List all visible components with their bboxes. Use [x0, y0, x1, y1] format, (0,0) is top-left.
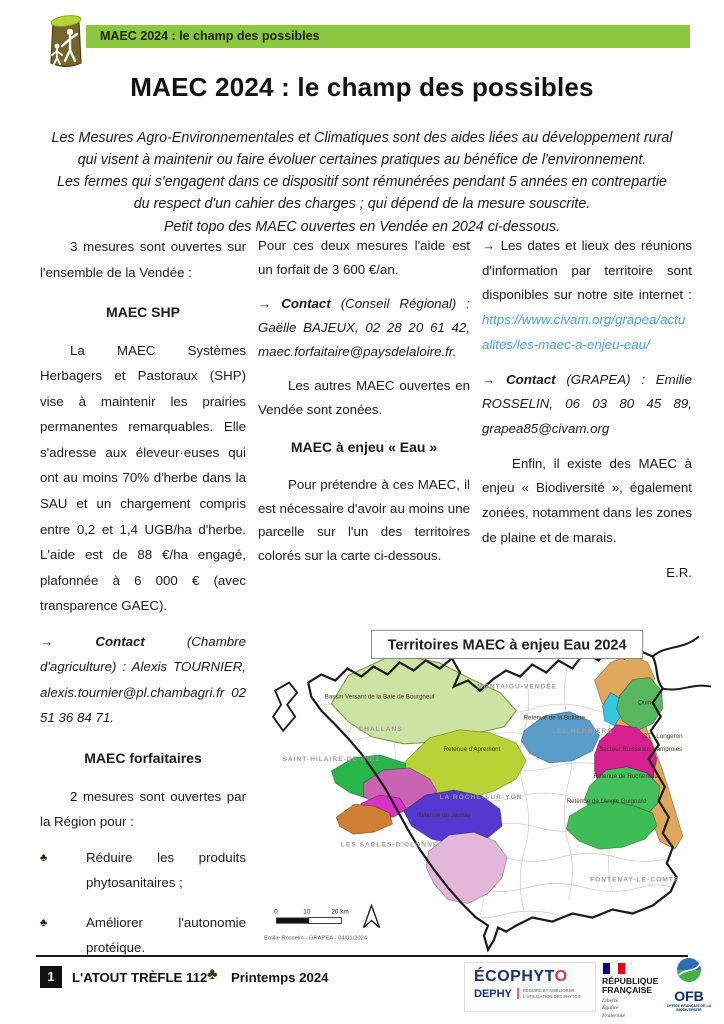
clover-icon: ♣: [207, 966, 218, 983]
paragraph: [482, 234, 692, 358]
city-label: SAINT-HILAIRE-DE-RIEZ: [282, 755, 381, 763]
intro-line: Les Mesures Agro-Environnementales et Climatiques sont des aides liées au développement rural: [51, 130, 673, 146]
ofb-full-name: OFFICE FRANÇAIS DE LA BIODIVERSITÉ: [666, 1004, 712, 1013]
city-label: FONTENAY-LE-COMTE: [590, 876, 680, 884]
contact-text: (Chambre d'agriculture) : Alexis TOURNIER, alexis.tournier@pl.chambagri.fr 02 51 36 84 71.: [40, 633, 246, 726]
header-banner-title: MAEC 2024 : le champ des possibles: [100, 29, 320, 43]
intro-line: Petit topo des MAEC ouvertes en Vendée en 2024 ci-dessous.: [163, 218, 561, 235]
paragraph: 2 mesures sont ouvertes par la Région pour :: [40, 788, 246, 830]
paragraph: La MAEC Systèmes Herbagers et Pastoraux (SHP) vise à maintenir les prairies permanentes remarquables. Elle s'adresse aux éleveur·euses qui ont au moins 70% d'herbe dans la SAU et un chargement compris entre 0,2 et 1,4 UGB/ha d'herbe. L'aide est de 88 €/ha engagé, plafonnée à 6 000 € (avec transparence GAEC).: [40, 342, 246, 614]
vendee-map: [253, 618, 715, 954]
section-heading-maec-forfaitaires: MAEC forfaitaires: [84, 749, 202, 766]
arrow-icon: →: [258, 295, 272, 311]
city-label: CHALLANS: [358, 725, 403, 733]
intro-line: du respect d'un cahier des charges ; qui dépend de la mesure souscrite.: [133, 196, 591, 213]
paragraph: Enfin, il existe des MAEC à enjeu « Biodiversité », également zonées, notamment dans les zones de plaine et de marais.: [482, 455, 692, 545]
paragraph: Pour ces deux mesures l'aide est un forfait de 3 600 €/an.: [258, 238, 470, 277]
author-initials: E.R.: [666, 564, 692, 580]
civam-website-link[interactable]: https://www.civam.org/grapea/actualites/les-maec-a-enjeu-eau/: [482, 312, 686, 352]
city-label: MONTAIGU-VENDÉE: [477, 683, 558, 691]
arrow-icon: →: [40, 633, 54, 649]
footer-divider: [36, 955, 688, 957]
contact-label: Contact: [95, 633, 145, 649]
ecophyto-o-icon: O: [554, 968, 568, 985]
north-arrow-icon: [363, 906, 379, 928]
ofb-globe-icon: [676, 957, 702, 983]
intro-line: Les fermes qui s'engagent dans ce dispositif sont rémunérées pendant 5 années en contrepartie: [57, 174, 667, 191]
ofb-abbr: OFB: [674, 988, 704, 1004]
territory-label: Bassin Versant de la Baie de Bourgneuf: [324, 693, 435, 701]
column-right: [482, 234, 692, 585]
ecophyto-text: ÉCOPHYT: [474, 968, 555, 985]
territory-label: Retenue de Rochereau: [593, 772, 658, 780]
ecophyto-dephy-logo: [464, 962, 596, 1012]
rf-name: [602, 977, 660, 996]
contact-grapea: [482, 368, 692, 442]
ofb-logo: [663, 957, 715, 1013]
territory-label: Retenue de la Bultière: [523, 714, 586, 722]
trefle-figures-icon: [47, 13, 85, 71]
paragraph: 3 mesures sont ouvertes sur l'ensemble de la Vendée :: [40, 239, 246, 280]
republique-francaise-logo: [602, 962, 660, 1021]
scale-tick: 20 km: [331, 908, 349, 916]
rf-motto-line: Liberté: [602, 997, 619, 1004]
dephy-tagline-line: RÉDUIRE ET AMÉLIORER: [522, 988, 575, 994]
rf-motto-line: Fraternité: [602, 1013, 625, 1019]
dephy-text: DEPHY: [474, 987, 512, 1000]
map-credit: Emilie Rosselin - GRAPEA - 04/01/2024: [264, 935, 368, 942]
territory-label: Ouin: [638, 699, 652, 707]
section-heading-maec-eau: MAEC à enjeu « Eau »: [290, 439, 438, 456]
paragraph: Les autres MAEC ouvertes en Vendée sont zonées.: [258, 377, 470, 417]
header-banner: [86, 25, 690, 48]
list-item-text: Améliorer l'autonomie protéique.: [86, 914, 246, 956]
territory-label: CT : Longeron: [642, 732, 683, 740]
rf-name-line: RÉPUBLIQUE: [602, 976, 659, 986]
city-label: LES SABLES-D'OLONNE: [340, 841, 439, 849]
map-svg: [253, 618, 715, 954]
rf-motto-line: Égalité: [602, 1005, 619, 1012]
territory-label: Retenue du Jaunay: [416, 812, 471, 820]
rf-motto: [602, 998, 660, 1021]
noirmoutier-outline: [273, 683, 297, 731]
scale-tick: 0: [274, 908, 278, 916]
club-bullet-icon: ♣: [40, 916, 48, 929]
intro-paragraph: [42, 127, 682, 238]
contact-text: (GRAPEA) : Emilie ROSSELIN, 06 03 80 45 89, grapea85@civam.org: [482, 371, 692, 437]
column-left: [40, 234, 246, 975]
territory-label: Retenue de l'Angle Guignard: [566, 798, 647, 806]
contact-chambre-agriculture: [40, 629, 246, 731]
territory-label: Retenue d'Apremont: [443, 745, 501, 753]
city-label: LA ROCHE-SUR-YON: [439, 794, 523, 802]
rf-name-line: FRANÇAISE: [602, 985, 653, 996]
club-bullet-icon: ♣: [40, 851, 48, 864]
dephy-tagline: [517, 988, 581, 999]
section-heading-maec-shp: MAEC SHP: [106, 304, 180, 321]
territory-label: Secteur Ruisseaux Lamproies: [599, 745, 683, 753]
city-label: LES HERBIERS: [551, 727, 613, 735]
dephy-tagline-line: L'UTILISATION DES PHYTOS: [522, 993, 581, 999]
neighbor-boundary: [653, 636, 711, 689]
page-title: MAEC 2024 : le champ des possibles: [130, 72, 594, 102]
issue-season: Printemps 2024: [231, 970, 329, 985]
list-item: [40, 845, 246, 896]
intro-line: qui visent à maintenir ou faire évoluer certaines pratiques au bénéfice de l'environnement.: [77, 152, 647, 169]
arrow-icon: →: [482, 371, 496, 387]
page-number: 1: [40, 966, 62, 988]
paragraph-text: → Les dates et lieux des réunions d'information par territoire sont disponibles sur notre site internet :: [482, 238, 692, 303]
scale-tick: 10: [303, 908, 311, 916]
contact-conseil-regional: [258, 292, 470, 364]
newsletter-logo: [47, 13, 85, 71]
list-item-text: Réduire les produits phytosanitaires ;: [86, 849, 246, 891]
list-item: [40, 910, 246, 961]
paragraph: Pour prétendre à ces MAEC, il est nécessaire d'avoir au moins une parcelle sur l'un des territoires colorés sur la carte ci-dessous.: [258, 476, 470, 564]
scale-bar: [274, 909, 349, 924]
contact-label: Contact: [506, 371, 556, 387]
column-middle: [258, 234, 470, 578]
journal-title: L'ATOUT TRÈFLE 112: [72, 970, 208, 985]
map-title: Territoires MAEC à enjeu Eau 2024: [387, 637, 627, 654]
contact-text: (Conseil Régional) : Gaëlle BAJEUX, 02 28 20 61 42, maec.forfaitaire@paysdelaloire.fr.: [258, 295, 470, 359]
contact-label: Contact: [281, 295, 331, 311]
french-flag-icon: [602, 962, 626, 975]
ecophyto-wordmark: [474, 968, 595, 986]
